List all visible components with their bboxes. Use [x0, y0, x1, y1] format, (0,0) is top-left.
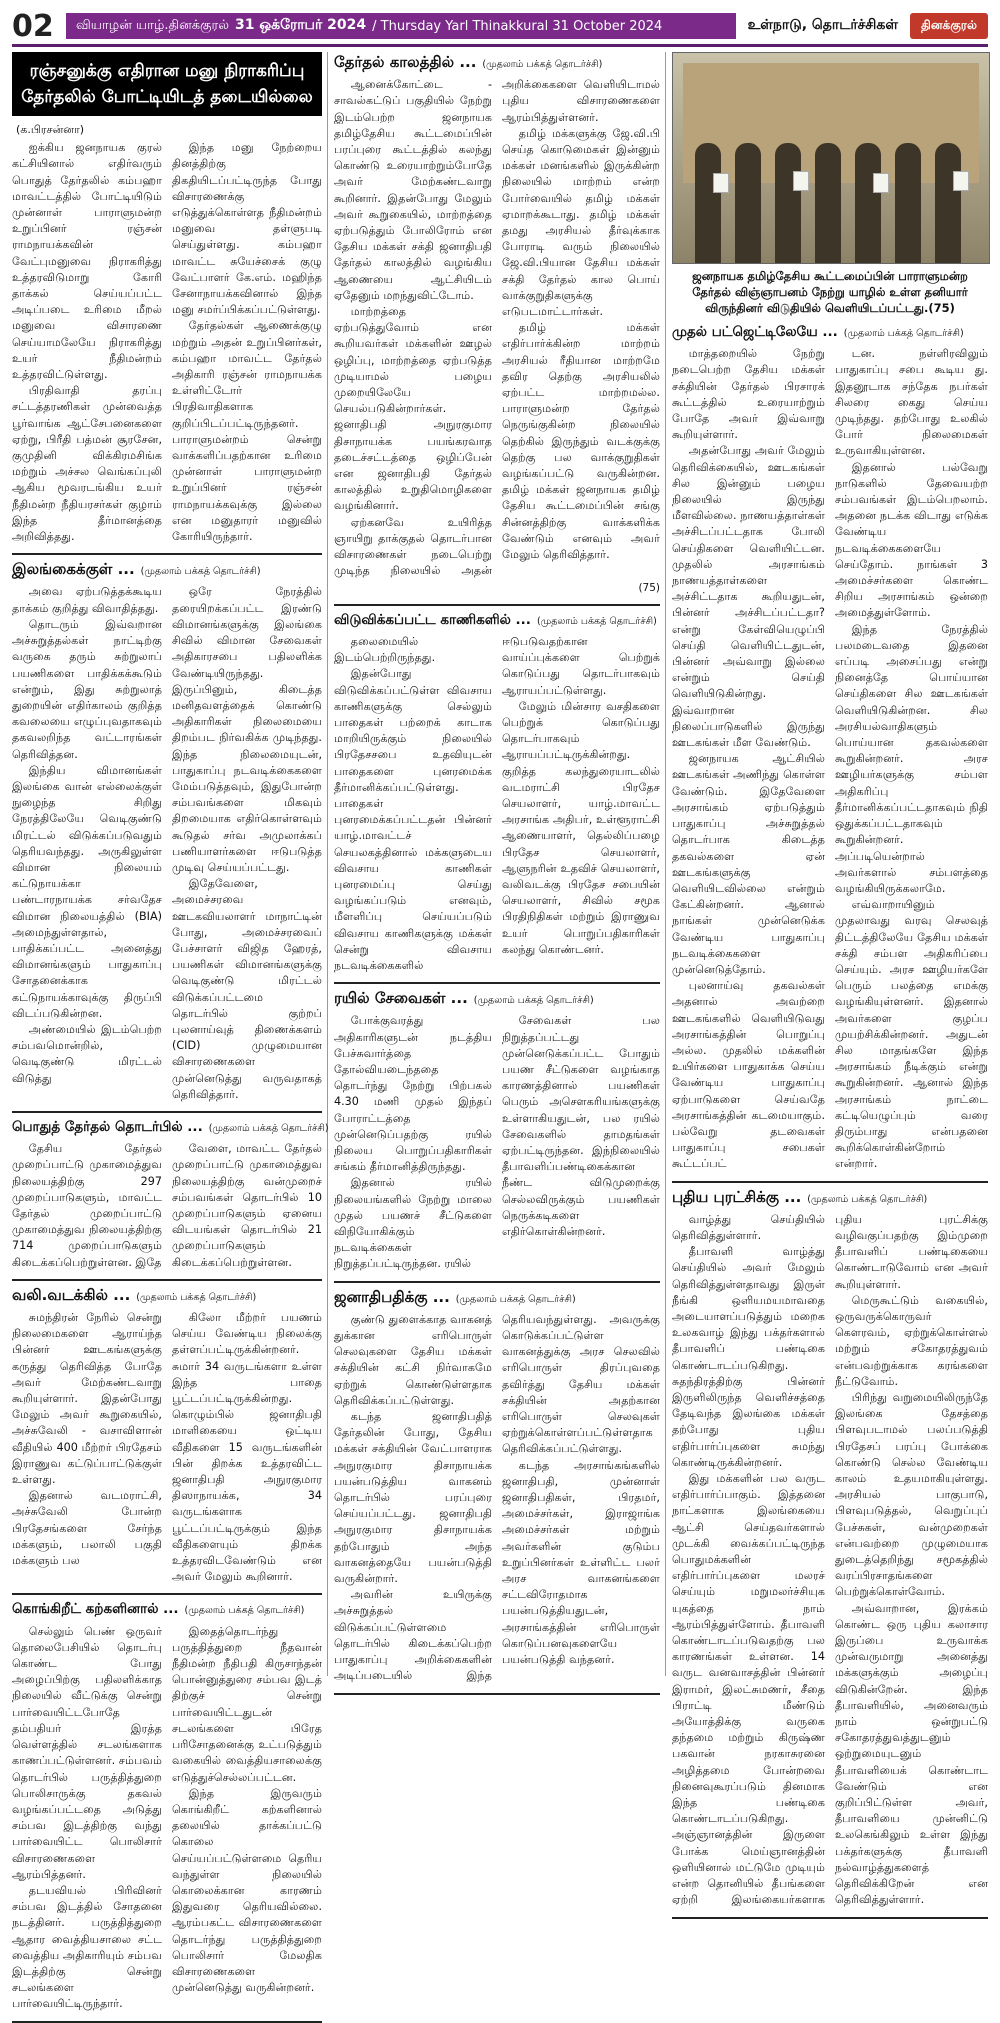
paragraph: தேசிய தேர்தல் முறைப்பாட்டு முகாமைத்துவ நிலையத்திற்கு 297 முறைப்பாடுகளும், மாவட்ட தேர்தல் முறைப்பாட்டு முகாமைத்துவ நிலையத்திற்கு 714 முறைப்பாடுகளும் கிடைக்கப்பெற்றுள்ளன. இதே [12, 1142, 162, 1269]
story-title: ரயில் சேவைகள் ... [334, 989, 468, 1008]
story-heading [12, 1601, 322, 1619]
continuation-note: (முதலாம் பக்கத் தொடர்ச்சி) [140, 566, 261, 578]
paragraph: அதன்போது அவர் மேலும் தெரிவிக்கையில், ஊடகங்கள் சில இன்னும் பழைய நிலையில் இருந்து மீளவில்லை. நாணயத்தாள்கள் அச்சிடப்பட்டதாக போலி செய்திகளை வெளியிட்டன. முதலில் அரசாங்கம் நாணயத்தாள்களை அச்சிட்டதாக கூறியதுடன், பின்னர் அச்சிடப்பட்டதா? என்று கேள்வியெழுப்பி செய்தி வெளியிட்டதுடன், பின்னர் அவ்வாறு இல்லை என்றும் செய்தி வெளியிடுகின்றது. இவ்வாறான நிலைப்பாடுகளில் இருந்து ஊடகங்கள் மீள வேண்டும். [672, 444, 825, 750]
news-story [334, 54, 660, 606]
manifesto-booklet [793, 171, 809, 191]
paragraph: அவை ஏற்படுத்தக்கூடிய தாக்கம் குறித்து விவாதித்தது. [12, 585, 162, 615]
paragraph: ஐக்கிய ஜனநாயக குரல் கட்சியினால் எதிர்வரும் பொதுத் தேர்தலில் கம்பஹா மாவட்டத்தில் போட்டியிடும் முன்னாள் பாராளுமன்ற உறுப்பினர் ரஞ்சன் ராமநாயக்கவின் வேட்புமனுவை நிராகரித்து உத்தரவிடுமாறு கோரி தாக்கல் செய்யப்பட்ட அடிப்படை உரிமை மீறல் மனுவை விசாரணை செய்யாமலேயே நிராகரித்து உயர் நீதிமன்றம் உத்தரவிட்டுள்ளது. [12, 141, 162, 382]
paragraph: இதனால் ரயில் நிலையங்களில் நேற்று மாலை முதல் பயணச் சீட்டுகளை விநியோகிக்கும் நடவடிக்கைகள் நிறுத்தப்பட்டிருந்தன. ரயில் [334, 1176, 492, 1271]
paragraph: மாற்றத்தை ஏற்படுத்துவோம் என கூறியவர்கள் மக்களின் ஊழல் ஒழிப்பு, மாற்றத்தை ஏற்படுத்த முடியாமல் பழைய முறையிலேயே செயல்படுகின்றார்கள். ஜனாதிபதி அநுரகுமார திசாநாயக்க பயங்கரவாத தடைச்சட்டத்தை ஒழிப்பேன் என ஜனாதிபதி தேர்தல் காலத்தில் உறுதிமொழிகளை வழங்கினார். [334, 305, 492, 513]
column-rule [327, 52, 328, 1676]
paragraph: போக்குவரத்து அதிகாரிகளுடன் நடத்திய பேச்சுவார்த்தை தோல்வியடைந்ததை தொடர்ந்து நேற்று பிற்பகல் 4.30 மணி முதல் இந்தப் போராட்டத்தை முன்னெடுப்பதற்கு ரயில் நிலைய பொறுப்பதிகாரிகள் சங்கம் தீர்மானித்திருந்தது. [334, 1014, 492, 1174]
paragraph: தடயவியல் பிரிவினர் சம்பவ இடத்தில் சோதனை நடத்தினர். பருத்தித்துறை ஆதார வைத்தியசாலை சட்ட வைத்திய அதிகாரியும் சம்பவ இடத்திற்கு சென்று சடலங்களை பார்வையிட்டிருந்தார். [12, 1883, 162, 2011]
edition-tamil: வியாழன் யாழ்.தினக்குரல் [76, 18, 230, 33]
paragraph: எவ்வாறாயினும் முதலாவது வரவு செலவுத் திட்டத்திலேயே தேசிய மக்கள் சக்தி சம்பள அதிகரிப்பை செய்யும். அரச ஊழியர்களே பெரும் பலத்தை எமக்கு வழங்கியுள்ளனர். இதனால் அவர்களை குழப்ப முயற்சிக்கின்றனர். அதுடன் சில மாதங்களே இந்த அரசாங்கம் நீடிக்கும் என்று கூறுகின்றனர். ஆனால் இந்த அரசாங்கம் நாட்டை கட்டியெழுப்பும் வரை திரும்பாது என்பதனை கூறிக்கொள்கின்றோம் என்றார். [835, 898, 988, 1171]
paragraph: சுமந்திரன் நேரில் சென்று நிலைமைகளை ஆராய்ந்த பின்னர் ஊடகங்களுக்கு கருத்து தெரிவித்த போதே அவர் மேற்கண்டவாறு கூறியுள்ளார். இதன்போது மேலும் அவர் கூறுகையில், அச்சுவேலி - வசாவிளான் வீதியில் 400 மீற்றர் பிரதேசம் இராணுவ கட்டுப்பாட்டுக்குள் உள்ளது. [12, 1311, 162, 1487]
manifesto-booklet [873, 173, 889, 193]
column-rule [665, 52, 666, 1676]
news-story [334, 1289, 660, 1695]
paragraph: டன. நள்ளிரவிலும் பாதுகாப்பு சபை கூடிய து. இதனூடாக சந்தேக நபர்கள் சிலரை கைது செய்ய முடிந்தது. தற்போது உலகில் போர் நிலைமைகள் உருவாகியுள்ளன. [835, 347, 988, 458]
story-body [334, 1312, 660, 1685]
person-figure [895, 143, 921, 263]
paragraph: தொடரும் இவ்வறான அச்சுறுத்தல்கள் நாட்டிற்கு வருகை தரும் சுற்றுலாப் பயணிகளை பாதிக்கக்கூடும் என்றும், இது சுற்றுலாத் துறையின் எதிர்காலம் குறித்த கவலையை எழுப்புவதாகவும் தகவலறிந்த வட்டாரங்கள் தெரிவித்தன. [12, 617, 162, 761]
paragraph: அண்மையில் இடம்பெற்ற சம்பவமொன்றில், வெடிகுண்டு மிரட்டல் விடுத்து [12, 1022, 162, 1085]
col1-stories [12, 560, 329, 2022]
news-story [12, 1118, 329, 1281]
paragraph: தமிழ் மக்கள் எதிர்பார்க்கின்ற மாற்றம் அரசியல் ரீதியான மாற்றமே தவிர தெற்கு அரசியலில் ஏற்பட்ட மாற்றமல்ல. பாராளுமன்ற தேர்தல் நெருங்குகின்ற நிலையில் தெற்கில் இருந்தும் வடக்குக்கு தெற்கு பல வாக்குறுதிகள் வழங்கப்பட்டு வருகின்றன. தமிழ் மக்கள் ஜனநாயக தமிழ் தேசிய கூட்டமைப்பின் சங்கு சின்னத்திற்கு வாக்களிக்க வேண்டும் எனவும் அவர் மேலும் தெரிவித்தார். [502, 321, 660, 562]
byline: (க.பிரசன்னா) [16, 123, 85, 136]
story-heading [672, 324, 988, 342]
paragraph: இதைத்தொடர்ந்து பருத்தித்துறை நீதவான் நீதிமன்ற நீதிபதி கிருசாந்தன் பொன்னுத்துரை சம்பவ இடத் திற்குச் சென்று பார்வையிட்டதுடன் சடலங்களை பிரேத பரிசோதனைக்கு உட்படுத்தும் வகையில் வைத்தியசாலைக்கு எடுத்துச்செல்லப்பட்டன. [172, 1624, 322, 1784]
continuation-note: (முதலாம் பக்கத் தொடர்ச்சி) [536, 615, 657, 627]
lead-story [12, 52, 322, 555]
news-story [334, 612, 660, 984]
story-title: தேர்தல் காலத்தில் ... [334, 53, 477, 71]
story-heading [672, 1189, 988, 1208]
paragraph: தீபாவளி வாழ்த்து செய்தியில் அவர் மேலும் தெரிவித்துள்ளதாவது இருள் நீங்கி ஒளியமயமாவதை அடையாளப்படுத்தும் மறைக உலகவாழ் இந்து பக்தர்களால் தீபாவளிப் பண்டிகை கொண்டாடப்படுகிறது. சுதந்திரத்திற்கு பின்னர் இருளிலிருந்த வெளிச்சத்தை தேடிவந்த இலங்கை மக்கள் தற்போது புதிய எதிர்பார்ப்புகளை சுமந்து கொண்டிருக்கின்றனர். [672, 1245, 825, 1469]
manifesto-booklet [713, 173, 729, 193]
paragraph: குண்டு துளைக்காத வாகனத் துக்கான எரிபொருள் செலவுகளை தேசிய மக்கள் சக்தியின் கட்சி நிர்வாகமே ஏற்றுக் கொண்டுள்ளதாக தெரிவிக்கப்பட்டுள்ளது. [334, 1312, 492, 1407]
news-story [12, 561, 322, 1113]
paragraph: கடந்த ஜனாதிபதித் தேர்தலின் போது, தேசிய மக்கள் சக்தியின் வேட்பாளராக அநுரகுமார திசாநாயக்க பயன்படுத்திய வாகனம் தொடர்பில் பரப்புரை செய்யப்பட்டது. ஜனாதிபதி அநுரகுமார திசாநாயக்க தற்போதும் அந்த வாகனத்தையே பயன்படுத்தி வருகின்றார். [334, 1410, 492, 1586]
story-body [12, 584, 322, 1103]
continuation-note: (முதலாம் பக்கத் தொடர்ச்சி) [208, 1122, 329, 1134]
story-title: இலங்கைக்குள் ... [12, 560, 135, 579]
story-body [672, 1212, 988, 1909]
paragraph: ஜனநாயக ஆட்சியில் ஊடகங்கள் அணிந்து கொள்ள வேண்டும். இதேவேளை அரசாங்கம் ஏற்படுத்தும் பாதுகாப்பு அச்சுறுத்தல் தொடர்பாக கிடைத்த தகவல்களை ஏன் ஊடகங்களுக்கு வெளியிடவில்லை என்றும் கேட்கின்றனர். ஆனால் நாங்கள் முன்னெடுக்க வேண்டிய பாதுகாப்பு நடவடிக்கைகளை முன்னெடுத்தோம். [672, 752, 825, 976]
continuation-note: (முதலாம் பக்கத் தொடர்ச்சி) [843, 328, 964, 339]
paragraph: சேவைகள் பல நிறுத்தப்பட்டது முன்னெடுக்கப்பட்ட போதும் பயண சீட்டுகளை வழங்காத காரணத்தினால் பயணிகள் பெரும் அசௌகரியங்களுக்கு உள்ளாகியதுடன், பல ரயில் சேவைகளில் தாமதங்கள் ஏற்பட்டிருந்தன. இந்நிலையில் தீபாவளிப்பண்டிகைக்கான நீண்ட விடுமுறைக்கு செல்லவிருக்கும் பயணிகள் நெருக்கடிகளை எதிர்கொள்கின்றனர். [502, 1014, 660, 1239]
paragraph: பிரிந்து வறுமையிலிருந்தே இலங்கை தேசத்தை பிளவுபடாமல் பலப்படுத்தி பிரதேசப் பரப்பு போக்கை கொண்டு செல்ல வேண்டிய காலம் உதயமாகியுள்ளது. அரசியல் பாகுபாடு, பிளவுபடுத்தல், வெறுப்புப் பேச்சுகள், வன்முறைகள் என்பவற்றை முழுமையாக துடைத்தெறிந்து சமூகத்தில் வரப்பிரசாதங்களை பெற்றுக்கொள்வோம். [835, 1391, 988, 1599]
news-story [12, 1601, 322, 2022]
section-title: உள்நாடு, தொடர்ச்சிகள் [747, 17, 898, 33]
story-body [12, 1141, 322, 1271]
lead-headline: ரஞ்சனுக்கு எதிரான மனு நிராகரிப்பு தேர்தலில் போட்டியிடத் தடையில்லை [12, 52, 322, 116]
photo-caption: ஜனநாயக தமிழ்தேசிய கூட்டமைப்பின் பாராளுமன்ற தேர்தல் விஞ்ஞாபனம் நேற்று யாழில் உள்ள தனியார் விருந்தினர் விடுதியில் வெளியிடப்பட்டது.(75) [692, 269, 968, 315]
continuation-note: (முதலாம் பக்கத் தொடர்ச்சி) [455, 1293, 576, 1305]
paragraph: இதேவேளை, அமைச்சரவை ஊடகவியலாளர் மாநாட்டின் போது, அமைச்சரவைப் பேச்சாளர் விஜித ஹேரத், பயணிகள் விமானங்களுக்கு வெடிகுண்டு மிரட்டல் விடுக்கப்பட்டமை தொடர்பில் குற்றப் புலனாய்வுத் திணைக்களம் (CID) முழுமையான விசாரணைகளை முன்னெடுத்து வருவதாகத் தெரிவித்தார். [172, 877, 322, 1101]
story-title: புதிய புரட்சிக்கு ... [672, 1187, 802, 1206]
paragraph: செல்லும் பெண் ஒருவர் தொலைபேசியில் தொடர்பு கொண்ட போது அழைப்பிற்கு பதிலளிக்காத நிலையில் வீட்டுக்கு சென்று பார்வையிட்டபோதே தம்பதியர் இரத்த வெள்ளத்தில் சடலங்களாக காணப்பட்டுள்ளனர். சம்பவம் தொடர்பில் பருத்தித்துறை பொலிசாருக்கு தகவல் வழங்கப்பட்டதை அடுத்து சம்பவ இடத்திற்கு வந்து பார்வையிட்ட பொலிசார் விசாரணைகளை ஆரம்பித்தனர். [12, 1624, 163, 1881]
paragraph: புலனாய்வு தகவல்கள் அதனால் அவற்றை ஊடகங்களில் வெளியிடுவது அரசாங்கத்தின் பொறுப்பு அல்ல. முதலில் மக்களின் உயிர்களை பாதுகாக்க செய்ய வேண்டிய பாதுகாப்பு ஏற்பாடுகளை செய்வதே அரசாங்கத்தின் கடமையாகும். பல்வேறு தடவைகள் பாதுகாப்பு சபைகள் கூட்டப்பட் [672, 979, 825, 1171]
person-figure [815, 143, 841, 263]
paragraph: அவரின் உயிருக்கு அச்சுறுத்தல் விடுக்கப்பட்டுள்ளமை தொடர்பில் கிடைக்கப்பெற்ற பாதுகாப்பு அறிக்கைகளின் அடிப்படையில் இந்த தெரியவந்துள்ளது. அவருக்கு கொடுக்கப்பட்டுள்ள வாகனத்துக்கு அரச செலவில் எரிபொருள் திரப்புவதை தவிர்த்து தேசிய மக்கள் சக்தியின் அதற்கான எரிபொருள் செலவுகள் ஏற்றுக்கொள்ளப்பட்டுள்ளதாக தெரிவிக்கப்பட்டுள்ளது. [334, 1312, 660, 1683]
person-figure [775, 143, 801, 263]
manifesto-booklet [953, 171, 969, 191]
paragraph: பிரதிவாதி தரப்பு சட்டத்தரணிகள் முன்வைத்த பூர்வாங்க ஆட்சேபனைகளை ஏற்று, பிரீதி பத்மன் சூரசேன, குமுதினி விக்கிரமசிங்க மற்றும் அச்சல வெங்கப்புலி ஆகிய மூவரடங்கிய உயர் நீதிமன்ற நீதியரசர்கள் குழாம் இந்த தீர்மானத்தை அறிவித்தது. [12, 384, 162, 544]
story-body [12, 1624, 322, 2013]
story-heading [12, 1118, 329, 1137]
paragraph: மாத்தறையில் நேற்று நடைபெற்ற தேசிய மக்கள் சக்தியின் தேர்தல் பிரசாரக் கூட்டத்தில் உரையாற்றும் போதே அவர் இவ்வாறு கூறியுள்ளார். [672, 347, 825, 442]
masthead [12, 8, 988, 47]
paragraph: இந்திய விமானங்கள் இலங்கை வான் எல்லைக்குள் நுழைந்த சிறிது நேரத்திலேயே வெடிகுண்டு மிரட்டல் விடுக்கப்படுவதும் தெரியவந்தது. அருகிலுள்ள விமான நிலையம் கட்டுநாயக்கா பண்டாரநாயக்க சர்வதேச விமான நிலையத்தில் (BIA) அமைந்துள்ளதால், பாதிக்கப்பட்ட அனைத்து விமானங்களும் பாதுகாப்பு சோதனைக்காக கட்டுநாயக்காவுக்கு திருப்பி விடப்படுகின்றன. [12, 763, 162, 1020]
paragraph: இதனால் வடமராட்சி, அச்சுவேலி போன்ற பிரதேசங்களை சேர்ந்த மக்களும், பலாலி பகுதி மக்களும் பல [12, 1489, 162, 1568]
column-middle [334, 52, 660, 1683]
story-title: கொங்கிறீட் கற்களினால் ... [12, 1601, 179, 1618]
edition-english: / Thursday Yarl Thinakkural 31 October 2024 [372, 18, 663, 34]
story-title: முதல் பட்ஜெட்டிலேயே ... [672, 324, 838, 340]
paragraph: தமிழ் மக்களுக்கு ஜே.வி.பி செய்த கொடுமைகள் இன்னும் மக்கள் மனங்களில் இருக்கின்ற நிலையில் மாற்றம் என்ற போர்வையில் தமிழ் மக்கள் ஏமாறக்கூடாது. தமிழ் மக்கள் தமது அரசியல் தீர்வுக்காக போராடி வரும் நிலையில் ஜே.வி.பியான தேசிய மக்கள் சக்தி தேர்தல் கால பொய் வாக்குறுதிகளுக்கு எடுபடமாட்டார்கள். [502, 126, 660, 319]
person-figure [855, 143, 881, 263]
story-heading [334, 990, 660, 1009]
person-figure [735, 143, 761, 263]
continuation-note: (முதலாம் பக்கத் தொடர்ச்சி) [136, 1291, 257, 1303]
person-figure [695, 143, 721, 263]
page-number: 02 [12, 8, 54, 44]
story-title: பொதுத் தேர்தல் தொடர்பில் ... [12, 1118, 203, 1135]
story-body [12, 140, 322, 545]
news-story [672, 1189, 988, 1919]
story-title: ஜனாதிபதிக்கு ... [334, 1287, 450, 1306]
edition-date-tamil: 31 ஒக்ரோபர் 2024 [235, 17, 367, 33]
paragraph: கடந்த அரசாங்கங்களில் ஜனாதிபதி, முன்னாள் ஜனாதிபதிகள், பிரதமர், அமைச்சர்கள், இராஜாங்க அமைச்சர்கள் மற்றும் அவர்களின் குடும்ப உறுப்பினர்கள் உள்ளிட்ட பலர் அரச வாகனங்களை சட்டவிரோதமாக பயன்படுத்தியதுடன், அரசாங்கத்தின் எரிபொருள் கொடுப்பனவுகளையே பயன்படுத்தி வந்தனர். [502, 1458, 660, 1667]
paragraph: இந்த மனு நேற்றைய தினத்திற்கு திகதியிடப்பட்டிருந்த போது விசாரணைக்கு எடுத்துக்கொள்ளத நீதிமன்றம் மனுவை தள்ளுபடி செய்துள்ளது. கம்பஹா மாவட்ட சுயேச்சைக் குழு வேட்பாளர் கே.எம். மஹிந்த சேனாநாயக்கவினால் இந்த மனு சமர்ப்பிக்கப்பட்டுள்ளது. [172, 141, 322, 317]
paragraph: அவ்வாறான, இரக்கம் கொண்ட ஒரு புதிய கலாசார இருப்பை உருவாக்க முன்வருமாறு அனைத்து மக்களுக்கும் அழைப்பு விடுகின்றேன். இந்த தீபாவளியில், அனைவரும் நாம் ஒன்றுபட்டு சகோதரத்துவத்துடனும் ஒற்றுமையுடனும் தீபாவளியைக் கொண்டாட வேண்டும் என குறிப்பிட்டுள்ள அவர், தீபாவளியை முன்னிட்டு உலகெங்கிலும் உள்ள இந்து பக்தர்களுக்கு தீபாவளி நல்வாழ்த்துகளைத் தெரிவிக்கிறேன் என தெரிவித்துள்ளார். [835, 1601, 988, 1907]
person-figure [935, 143, 961, 263]
story-heading [12, 561, 322, 580]
story-title: வலி.வடக்கில் ... [12, 1285, 131, 1304]
paragraph: இந்த இருவரும் கொங்கிறீட் கற்களினால் தலையில் தாக்கப்பட்டு கொலை செய்யப்பட்டுள்ளமை தெரிய வந்துள்ள நிலையில் கொலைக்கான காரணம் இதுவரை தெரியவில்லை. ஆரம்பகட்ட விசாரணைகளை தொடர்ந்து பருத்தித்துறை பொலிசார் மேலதிக விசாரணைகளை முன்னெடுத்து வருகின்றனர். [172, 1786, 322, 1995]
paragraph: தேர்தல்கள் ஆணைக்குழு மற்றும் அதன் உறுப்பினர்கள், கம்பஹா மாவட்ட தேர்தல் அதிகாரி ரஞ்சன் ராமநாயக்க உள்ளிட்டோர் பிரதிவாதிகளாக குறிப்பிடப்பட்டிருந்தனர். பாராளுமன்றம் சென்று வாக்களிப்பதற்கான உரிமை முன்னாள் பாராளுமன்ற உறுப்பினர் ரஞ்சன் ராமநாயக்கவுக்கு இல்லை என மனுதாரர் மனுவில் கோரியிருந்தார். [172, 319, 322, 544]
continuation-note: (முதலாம் பக்கத் தொடர்ச்சி) [807, 1193, 928, 1205]
continuation-note: (முதலாம் பக்கத் தொடர்ச்சி) [184, 1605, 305, 1617]
paragraph: இதனால் பல்வேறு நாடுகளில் தேவையற்ற சம்பவங்கள் இடம்பெறலாம். அதனை நடக்க விடாது எடுக்க வேண்டிய நடவடிக்கைகளையே செய்தோம். நாங்கள் 3 அமைச்சர்களை கொண்ட சிறிய அரசாங்கம் ஒன்றை அமைத்துள்ளோம். [835, 460, 988, 620]
paragraph: ஆனைக்கோட்டை - சாவல்கட்டுப் பகுதியில் நேற்று இடம்பெற்ற ஜனநாயக தமிழ்தேசிய கூட்டமைப்பின் பரப்புரை கூட்டத்தில் கலந்து கொண்டு உரையாற்றும்போதே அவர் மேற்கண்டவாறு கூறினார். இதன்போது மேலும் அவர் கூறுகையில், மாற்றத்தை ஏற்படுத்தும் போலிரோம் என தேசிய மக்கள் சக்தி ஜனாதிபதி தேர்தல் காலத்தில் வழங்கிய ஆணையை ஆட்சியிடம் ஏதேனும் மறந்துவிட்டோம். [334, 78, 492, 302]
continuation-note: (முதலாம் பக்கத் தொடர்ச்சி) [482, 59, 603, 70]
paragraph: மெருகூட்டும் வகையில், ஒருவருக்கொருவர் கௌரவம், ஏற்றுக்கொள்ளல் மற்றும் சகோதரத்துவம் என்பவற்றுக்காக கரங்களை நீட்டுவோம். [835, 1293, 988, 1388]
news-story [12, 1287, 322, 1596]
paragraph: மேலும் மின்சார வசதிகளை பெற்றுக் கொடுப்பது தொடர்பாகவும் ஆராயப்பட்டிருக்கின்றது. குறித்த கலந்துரையாடலில் வடமராட்சி பிரதேச செயலாளர், யாழ்.மாவட்ட அரசாங்க அதிபர், உள்ளூராட்சி ஆணையாளர், தெல்லிப்பழை பிரதேச செயலாளர், ஆளுநரின் உதவிச் செயலாளர், வலிவடக்கு பிரதேச சபையின் செயலாளர், சிவில் சமூக பிரதிநிதிகள் மற்றும் இராணுவ உயர் பொறுப்பதிகாரிகள் கலந்து கொண்டனர். [502, 699, 660, 956]
story-title: விடுவிக்கப்பட்ட காணிகளில் ... [334, 611, 531, 628]
press-photo [672, 52, 990, 264]
continuation-note: (முதலாம் பக்கத் தொடர்ச்சி) [473, 995, 594, 1007]
edition-band [66, 13, 736, 39]
story-heading [334, 612, 660, 630]
col2-stories [334, 54, 660, 1695]
paragraph: ஒரே நேரத்தில் தரையிறக்கப்பட்ட இரண்டு விமானங்களுக்கு இலங்கை சிவில் விமான சேவைகள் அதிகாரசபை பதிலளிக்க வேண்டியிருந்தது. இருப்பினும், கிடைத்த மனிதவளத்தைக் கொண்டு அதிகாரிகள் நிலைமையை திறம்பட நிர்வகிக்க முடிந்தது. இந்த நிலைமையுடன், பாதுகாப்பு நடவடிக்கைகளை மேம்படுத்தவும், இதுபோன்ற சம்பவங்களை மிகவும் திறமையாக எதிர்கொள்ளவும் கூடுதல் சர்வ அமுலாக்கப் பணியாளர்களை ஈடுபடுத்த முடிவு செய்யப்பட்டது. [172, 585, 322, 874]
paragraph: ஏற்கனவே உயிரித்த ஞாயிறு தாக்குதல் தொடர்பான விசாரணைகள் நடைபெற்று முடிந்த நிலையில் அதன் அறிக்கைகளை வெளியிடாமல் புதிய விசாரணைகளை ஆரம்பித்துள்ளனர். [334, 78, 660, 578]
column-right [672, 52, 988, 1907]
reference-code: (75) [638, 581, 660, 594]
story-body [334, 77, 660, 579]
story-heading [334, 1289, 660, 1308]
paragraph: இதன்போது விடுவிக்கப்பட்டுள்ள விவசாய காணிகளுக்கு செல்லும் பாதைகள் பற்றைக் காடாக மாறியிருக்கும் நிலையில் பிரதேசசபை உதவியுடன் பாதைகளை புனரமைக்க தீர்மானிக்கப்பட்டுள்ளது. பாதைகள் புனரமைக்கப்பட்டதன் பின்னர் யாழ்.மாவட்டச் செயலகத்தினால் மக்களுடைய விவசாய காணிகள் புனரமைப்பு செய்து வழங்கப்படும் எனவும், மீளளிப்பு செய்யப்படும் விவசாய காணிகளுக்கு மக்கள் சென்று விவசாய நடவடிக்கைகளில் ஈடுபடுவதற்கான வாய்ப்புக்களை பெற்றுக் கொடுப்பது தொடர்பாகவும் ஆராயப்பட்டுள்ளது. [334, 634, 660, 972]
paragraph: இந்த நேரத்தில் பலமடைவதை இதனை எப்படி அசைப்பது என்று நினைத்தே பொய்யான செய்திகளை சில ஊடகங்கள் வெளியிடுகின்றன. சில அரசியல்வாதிகளும் பொய்யான தகவல்களை கூறுகின்றனர். அரச ஊழியர்களுக்கு சம்பள அதிகரிப்பு தீர்மானிக்கப்பட்டதாகவும் நிதி ஒதுக்கப்பட்டதாகவும் கூறுகின்றனர். அப்படியென்றால் அவர்களால் சம்பளத்தை வழங்கியிருக்கலாமே. [835, 622, 988, 895]
news-story [672, 324, 988, 1183]
story-heading [334, 54, 660, 73]
story-body [334, 1013, 660, 1272]
paragraph: வேளை, மாவட்ட தேர்தல் முறைப்பாட்டு முகாமைத்துவ நிலையத்திற்கு வன்முறைச் சம்பவங்கள் தொடர்பில் 10 முறைப்பாடுகளும் ஏனைய விடயங்கள் தொடர்பில் 21 முறைப்பாடுகளும் கிடைக்கப்பெற்றுள்ளன. [172, 1142, 322, 1269]
news-story [334, 990, 660, 1282]
paragraph: இது மக்களின் பல வருட எதிர்பார்ப்பாகும். இத்தனை நாட்களாக இலங்கையை ஆட்சி செய்தவர்களால் முடக்கி வைக்கப்பட்டிருந்த பொதுமக்களின் எதிர்பார்ப்புகளை மலரச் செய்யும் மறுமலர்ச்சியுக யுகத்தை நாம் ஆரம்பித்துள்ளோம். தீபாவளி கொண்டாடப்படுவதற்கு பல காரணங்கள் உள்ளன. 14 வருட வனவாசத்தின் பின்னர் இராமர், இலட்சுமணர், சீதை பிராட்டி மீண்டும் அயோத்திக்கு வருகை தந்தமை மற்றும் கிருஷ்ண பகவான் நரகாசுரனை அழித்தமை போன்றவை நினைவுகூரப்படும் தினமாக இந்த பண்டிகை கொண்டாடப்படுகிறது. அஞ்ஞானத்தின் இருளை போக்க மெய்ஞானத்தின் ஒளியினால் மட்டுமே முடியும் என்ற தொனியில் தீபங்களை ஏற்றி இலங்கையர்களாக புதிய புரட்சிக்கு வழிவகுப்பதற்கு இம்முறை தீபாவளிப் பண்டிகையை கொண்டாடுவோம் என அவர் கூறியுள்ளார். [672, 1212, 988, 1907]
newspaper-logo: தினக்குரல் [910, 13, 988, 39]
paragraph: கிலோ மீற்றர் பயணம் செய்ய வேண்டிய நிலைக்கு தள்ளப்பட்டிருக்கின்றனர். சுமார் 34 வருடங்களா உள்ள இந்த பாதை பூட்டப்பட்டிருக்கின்றது. கொழும்பில் ஜனாதிபதி மாளிகையை ஒட்டிய வீதிகளை 15 வருடங்களின் பின் திறக்க உத்தரவிட்ட ஜனாதிபதி அநுரகுமார திஸாநாயக்க, 34 வருடங்களாக பூட்டப்பட்டிருக்கும் இந்த வீதிகளையும் திறக்க உத்தரவிடவேண்டும் என அவர் மேலும் கூறினார். [172, 1311, 322, 1584]
story-body [334, 634, 660, 974]
story-body [672, 346, 988, 1172]
paragraph: வாழ்த்து செய்தியில் தெரிவித்துள்ளார். [672, 1212, 825, 1242]
column-left [12, 52, 329, 2011]
story-heading [12, 1287, 322, 1306]
col3-stories [672, 324, 988, 1919]
paragraph: தலைமையில் இடம்பெற்றிருந்தது. [334, 634, 436, 665]
story-body [12, 1310, 322, 1585]
